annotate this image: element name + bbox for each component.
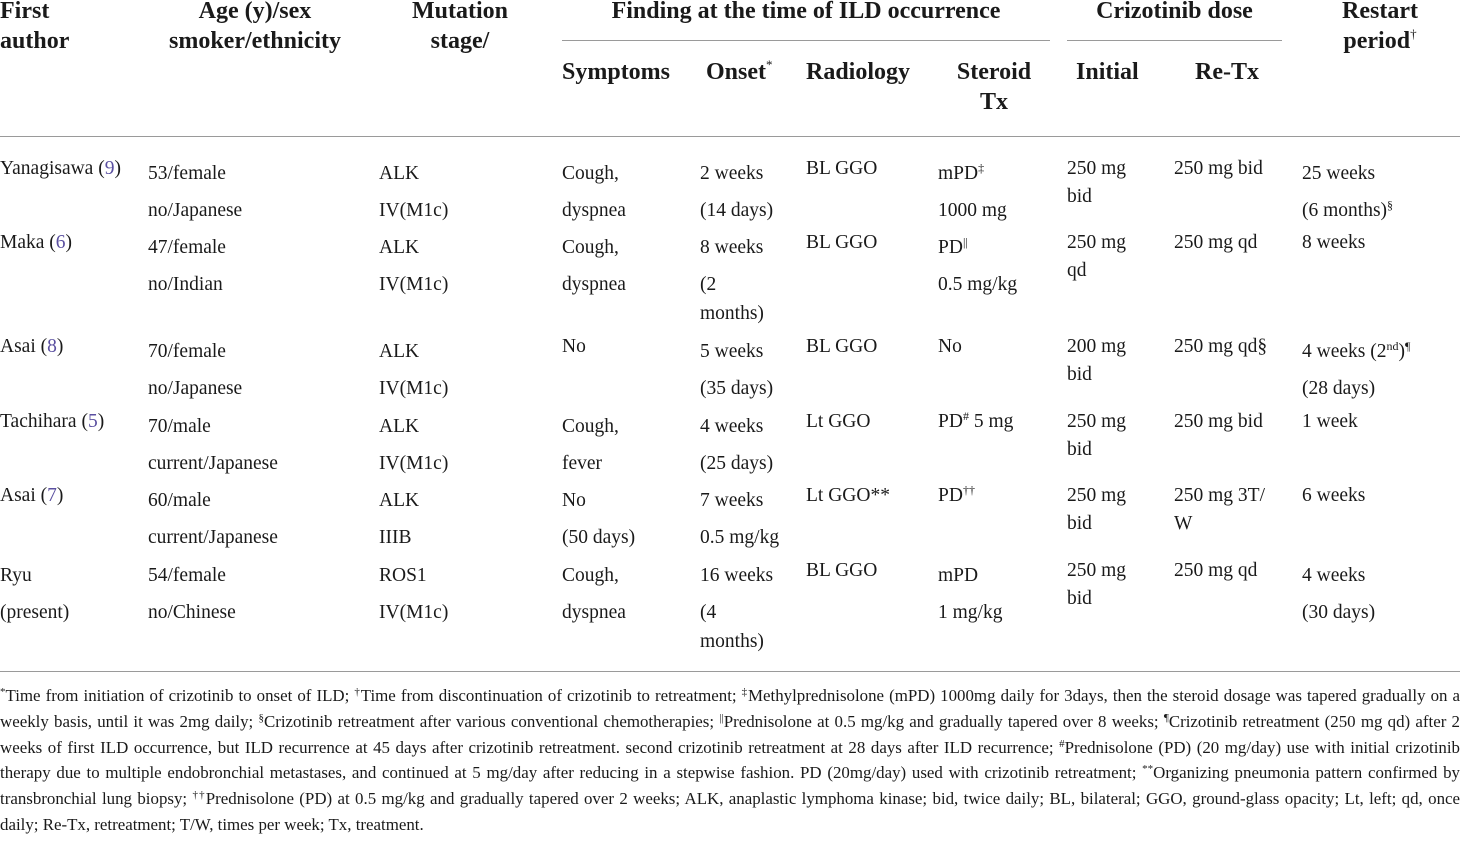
row3-mutation	[379, 333, 448, 407]
header-mutation-line2: stage/	[430, 28, 490, 54]
row6-steroid-line1: mPD	[938, 565, 979, 586]
row5-author-ref[interactable]: 7	[47, 485, 57, 506]
row1-steroid-text: mPD	[938, 163, 979, 184]
row6-initial-line2: bid	[1067, 588, 1092, 609]
row5-steroid-text: PD	[938, 485, 963, 506]
row1-mutation	[379, 155, 448, 229]
row3-mutation-line1: ALK	[379, 341, 420, 362]
header-symptoms: Symptoms	[562, 59, 671, 85]
row3-steroid: No	[938, 336, 962, 357]
header-author-line1: First	[0, 0, 50, 24]
footnote-text-restart: Time from discontinuation of crizotinib to retreatment;	[360, 686, 742, 705]
row1-restart	[1302, 155, 1393, 229]
row1-radiology: BL GGO	[806, 158, 878, 179]
row1-symptoms-line2: dyspnea	[562, 200, 626, 221]
row5-onset-line2: 0.5 mg/kg	[700, 527, 780, 548]
row4-steroid	[938, 408, 1013, 436]
row3-initial-line1: 200 mg	[1067, 336, 1127, 357]
row3-mutation-line2: IV(M1c)	[379, 378, 449, 399]
row2-mutation-line1: ALK	[379, 237, 420, 258]
header-steroid	[948, 57, 1040, 117]
row3-restart-close: )	[1398, 341, 1405, 362]
header-bottom-rule	[0, 136, 1460, 137]
header-author-line2: author	[0, 28, 70, 54]
row3-initial-line2: bid	[1067, 364, 1092, 385]
row2-initial	[1067, 229, 1126, 285]
row1-mutation-line1: ALK	[379, 163, 420, 184]
row5-symptoms	[562, 482, 635, 556]
header-author	[0, 0, 69, 56]
footnote-mark-metastases: #	[1059, 737, 1065, 750]
row5-retx-line1: 250 mg 3T/	[1174, 485, 1265, 506]
row4-onset	[700, 408, 773, 482]
row3-radiology: BL GGO	[806, 336, 878, 357]
row1-onset	[700, 155, 773, 229]
row2-author-ref[interactable]: 6	[55, 232, 66, 253]
row3-onset-line1: 5 weeks	[700, 341, 764, 362]
dose-group-rule	[1067, 40, 1282, 41]
row5-symptoms-line2: (50 days)	[562, 527, 636, 548]
row3-age-line1: 70/female	[148, 341, 226, 362]
row6-mutation-line1: ROS1	[379, 565, 427, 586]
row6-onset-line3: months)	[700, 631, 764, 652]
row6-age-line1: 54/female	[148, 565, 226, 586]
row4-author-name: Tachihara	[0, 411, 77, 432]
row1-mutation-line2: IV(M1c)	[379, 200, 449, 221]
row2-symptoms-line2: dyspnea	[562, 274, 626, 295]
row1-symptoms-line1: Cough,	[562, 163, 619, 184]
row6-steroid-line2: 1 mg/kg	[938, 602, 1003, 623]
row6-author-name: Ryu	[0, 565, 32, 586]
row1-steroid-mark: ‡	[978, 161, 985, 175]
row2-onset	[700, 229, 764, 325]
row2-steroid-mark: ||	[962, 235, 968, 249]
footnote-mark-pd: ||	[719, 711, 724, 724]
row5-initial-line2: bid	[1067, 513, 1092, 534]
row4-symptoms	[562, 408, 619, 482]
header-retx: Re-Tx	[1195, 59, 1259, 85]
table-bottom-rule	[0, 671, 1460, 672]
row1-age-line2: no/Japanese	[148, 200, 243, 221]
row1-retx: 250 mg bid	[1174, 158, 1263, 179]
header-restart-text: period	[1343, 28, 1411, 54]
row2-symptoms	[562, 229, 626, 303]
finding-group-rule	[562, 40, 1050, 41]
row4-initial-line2: bid	[1067, 439, 1092, 460]
table-footnotes	[0, 683, 1460, 838]
row4-author: Tachihara (5)	[0, 411, 105, 432]
row2-age-line1: 47/female	[148, 237, 226, 258]
row2-retx: 250 mg qd	[1174, 232, 1258, 253]
header-age	[150, 0, 360, 56]
row1-age-line1: 53/female	[148, 163, 226, 184]
row4-symptoms-line1: Cough,	[562, 416, 619, 437]
footnote-text-chemo: Crizotinib retreatment after various conventional chemotherapies;	[263, 711, 720, 731]
row3-restart-ordinal: nd	[1386, 339, 1399, 353]
row1-author-ref[interactable]: 9	[104, 158, 115, 179]
row3-onset-line2: (35 days)	[700, 378, 774, 399]
footnote-mark-abbreviations: ††	[192, 789, 206, 802]
row4-retx: 250 mg bid	[1174, 411, 1263, 432]
row1-restart-line2-text: (6 months)	[1302, 200, 1388, 221]
row2-author: Maka (6)	[0, 232, 73, 253]
header-age-line1: Age (y)/sex	[198, 0, 312, 24]
row2-initial-line2: qd	[1067, 260, 1087, 281]
row6-symptoms-line1: Cough,	[562, 565, 619, 586]
row5-retx	[1174, 482, 1265, 538]
row4-steroid-dose: 5 mg	[968, 411, 1014, 432]
row4-radiology: Lt GGO	[806, 411, 871, 432]
row1-onset-line1: 2 weeks	[700, 163, 764, 184]
row2-mutation-line2: IV(M1c)	[379, 274, 449, 295]
row1-initial-line1: 250 mg	[1067, 158, 1127, 179]
row1-author-name: Yanagisawa	[0, 158, 94, 179]
row1-restart-line2	[1302, 192, 1393, 229]
row5-mutation-line2: IIIB	[379, 527, 412, 548]
header-restart	[1325, 0, 1435, 56]
row2-radiology: BL GGO	[806, 232, 878, 253]
row1-steroid-line2: 1000 mg	[938, 200, 1007, 221]
row3-author-ref[interactable]: 8	[47, 336, 57, 357]
row6-age-line2: no/Chinese	[148, 602, 236, 623]
row2-onset-line2: (2	[700, 274, 717, 295]
header-mutation-line1: Mutation	[412, 0, 508, 24]
row1-steroid-line1	[938, 155, 1007, 192]
row5-onset	[700, 482, 779, 556]
header-steroid-line2: Tx	[979, 89, 1008, 115]
header-age-line2: smoker/ethnicity	[169, 28, 341, 54]
row1-age	[148, 155, 242, 229]
row6-initial	[1067, 557, 1126, 613]
row6-age	[148, 557, 236, 631]
row2-age-line2: no/Indian	[148, 274, 223, 295]
row3-symptoms: No	[562, 336, 586, 357]
row4-age-line2: current/Japanese	[148, 453, 278, 474]
header-restart-line2	[1325, 26, 1435, 56]
row3-author: Asai (8)	[0, 336, 64, 357]
row3-author-name: Asai	[0, 336, 36, 357]
row5-age-line1: 60/male	[148, 490, 211, 511]
row1-steroid	[938, 155, 1007, 229]
footnote-mark-biopsy: **	[1142, 763, 1154, 776]
row6-onset-line2: (4	[700, 602, 717, 623]
header-onset	[706, 57, 773, 87]
row6-author	[0, 557, 69, 631]
row1-onset-line2: (14 days)	[700, 200, 774, 221]
row5-age-line2: current/Japanese	[148, 527, 278, 548]
footnote-mark-recurrence: ¶	[1163, 711, 1169, 724]
header-onset-text: Onset	[706, 59, 766, 85]
row5-steroid-mark: ††	[962, 483, 975, 497]
row2-restart: 8 weeks	[1302, 232, 1366, 253]
row5-restart: 6 weeks	[1302, 485, 1366, 506]
row4-symptoms-line2: fever	[562, 453, 603, 474]
row5-age	[148, 482, 278, 556]
row3-restart-line2: (28 days)	[1302, 378, 1376, 399]
row1-symptoms	[562, 155, 626, 229]
header-steroid-line1: Steroid	[956, 59, 1032, 85]
row4-mutation-line2: IV(M1c)	[379, 453, 449, 474]
row2-steroid-line2: 0.5 mg/kg	[938, 274, 1018, 295]
row3-initial	[1067, 333, 1126, 389]
row6-retx: 250 mg qd	[1174, 560, 1258, 581]
footnote-mark-restart: †	[354, 686, 361, 698]
row4-steroid-mark: #	[962, 409, 969, 423]
row2-author-name: Maka	[0, 232, 45, 253]
row5-symptoms-line1: No	[562, 490, 586, 511]
footnote-text-mpd: Methylprednisolone (mPD) 1000mg daily for 3days, then the steroid dosage was tapered gradually on a weekly basis, until it was 2mg daily;	[0, 686, 1460, 731]
row6-restart	[1302, 557, 1375, 631]
row2-onset-line1: 8 weeks	[700, 237, 764, 258]
row4-initial	[1067, 408, 1126, 464]
row3-age	[148, 333, 242, 407]
row6-onset-line1: 16 weeks	[700, 565, 774, 586]
row5-author-name: Asai	[0, 485, 36, 506]
row3-restart-text: 4 weeks (2	[1302, 341, 1387, 362]
row4-age	[148, 408, 278, 482]
row5-onset-line1: 7 weeks	[700, 490, 764, 511]
row6-radiology: BL GGO	[806, 560, 878, 581]
row6-steroid	[938, 557, 1002, 631]
footnote-text-biopsy: Organizing pneumonia pattern confirmed by transbronchial lung biopsy;	[0, 763, 1460, 809]
row1-initial-line2: bid	[1067, 186, 1092, 207]
row6-mutation	[379, 557, 448, 631]
row3-restart	[1302, 333, 1410, 407]
row2-steroid-text: PD	[938, 237, 963, 258]
header-onset-mark: *	[766, 57, 773, 72]
row5-steroid	[938, 482, 975, 510]
row2-steroid	[938, 229, 1017, 303]
row6-author-line2: (present)	[0, 602, 70, 623]
row3-onset	[700, 333, 773, 407]
row4-restart: 1 week	[1302, 411, 1358, 432]
row6-mutation-line2: IV(M1c)	[379, 602, 449, 623]
header-restart-mark: †	[1410, 26, 1417, 41]
header-mutation	[395, 0, 525, 56]
row5-mutation-line1: ALK	[379, 490, 420, 511]
row1-restart-line1: 25 weeks	[1302, 163, 1376, 184]
row1-author: Yanagisawa (9)	[0, 158, 121, 179]
row6-restart-line2: (30 days)	[1302, 602, 1376, 623]
row6-restart-line1: 4 weeks	[1302, 565, 1366, 586]
row2-symptoms-line1: Cough,	[562, 237, 619, 258]
header-initial: Initial	[1076, 59, 1139, 85]
row6-symptoms	[562, 557, 626, 631]
row5-author: Asai (7)	[0, 485, 64, 506]
footnote-mark-chemo: §	[258, 711, 264, 724]
row4-mutation	[379, 408, 448, 482]
footnote-mark-onset: *	[0, 686, 6, 698]
header-radiology: Radiology	[806, 59, 911, 85]
header-finding-group: Finding at the time of ILD occurrence	[611, 0, 1001, 24]
footnote-text-recurrence: Crizotinib retreatment (250 mg qd) after 2 weeks of first ILD occurrence, but ILD recurrence at 45 days after crizotinib retreatment. second crizotinib retreatment at 28 days after ILD recurrence;	[0, 711, 1460, 757]
footnote-text-onset: Time from initiation of crizotinib to onset of ILD;	[5, 686, 355, 705]
row2-mutation	[379, 229, 448, 303]
row6-symptoms-line2: dyspnea	[562, 602, 626, 623]
row5-radiology: Lt GGO**	[806, 485, 890, 506]
row5-retx-line2: W	[1174, 513, 1193, 534]
row2-age	[148, 229, 226, 303]
row4-onset-line2: (25 days)	[700, 453, 774, 474]
footnote-text-metastases: Prednisolone (PD) (20 mg/day) use with initial crizotinib therapy due to multiple endobronchial metastases, and continued at 5 mg/day after reducing in a stepwise fashion. PD (20mg/day) used with crizotinib retreatment;	[0, 737, 1460, 783]
row1-restart-mark: §	[1387, 198, 1394, 212]
row6-initial-line1: 250 mg	[1067, 560, 1127, 581]
row1-initial	[1067, 155, 1126, 211]
footnote-mark-mpd: ‡	[741, 686, 749, 698]
footnote-text-pd: Prednisolone at 0.5 mg/kg and gradually tapered over 8 weeks;	[723, 711, 1164, 731]
row3-restart-line1	[1302, 333, 1410, 370]
row2-steroid-line1	[938, 229, 1017, 266]
row4-age-line1: 70/male	[148, 416, 211, 437]
row4-initial-line1: 250 mg	[1067, 411, 1127, 432]
row4-author-ref[interactable]: 5	[87, 411, 98, 432]
row4-mutation-line1: ALK	[379, 416, 420, 437]
row3-age-line2: no/Japanese	[148, 378, 243, 399]
row5-initial	[1067, 482, 1126, 538]
row4-steroid-text: PD	[938, 411, 963, 432]
row2-onset-line3: months)	[700, 303, 764, 324]
row2-initial-line1: 250 mg	[1067, 232, 1127, 253]
row3-restart-mark: ¶	[1404, 339, 1411, 353]
row4-onset-line1: 4 weeks	[700, 416, 764, 437]
footnote-text-abbreviations: Prednisolone (PD) at 0.5 mg/kg and gradually tapered over 2 weeks; ALK, anaplastic lymphoma kinase; bid, twice daily; BL, bilateral; GGO, ground-glass opacity; Lt, left; qd, once daily; Re-Tx, retreatment; T/W, times per week; Tx, treatment.	[0, 789, 1460, 834]
row5-mutation	[379, 482, 419, 556]
row5-initial-line1: 250 mg	[1067, 485, 1127, 506]
header-restart-line1: Restart	[1342, 0, 1418, 24]
row3-retx: 250 mg qd§	[1174, 336, 1268, 357]
header-dose-group: Crizotinib dose	[1096, 0, 1253, 24]
row6-onset	[700, 557, 773, 653]
